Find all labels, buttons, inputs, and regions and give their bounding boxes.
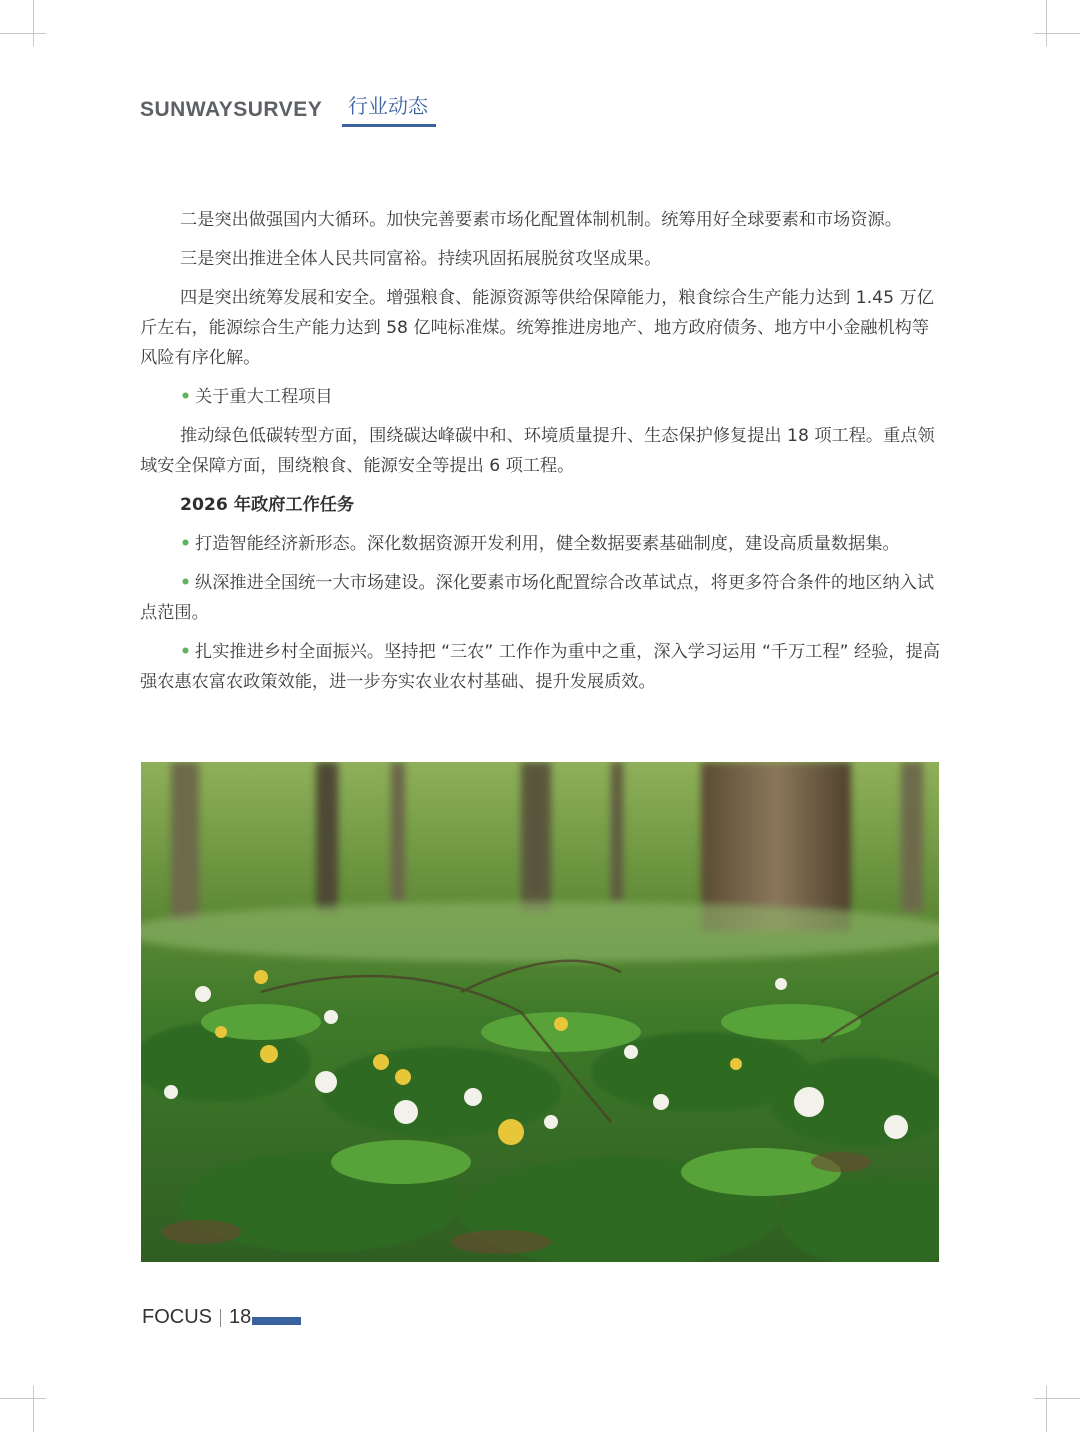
footer-accent-bar <box>252 1317 301 1325</box>
task-item <box>140 568 940 628</box>
section-title: 行业动态 <box>348 94 428 118</box>
crop-mark <box>33 1386 34 1432</box>
task-item <box>140 637 940 697</box>
bullet-dot-icon: • <box>180 573 191 593</box>
bullet-dot-icon: • <box>180 534 191 554</box>
crop-mark <box>0 1398 46 1399</box>
paragraph: 三是突出推进全体人民共同富裕。持续巩固拓展脱贫攻坚成果。 <box>180 249 662 269</box>
paragraph: 推动绿色低碳转型方面，围绕碳达峰碳中和、环境质量提升、生态保护修复提出 18 项工程。重点领域安全保障方面，围绕粮食、能源安全等提出 6 项工程。 <box>140 426 935 476</box>
crop-mark <box>1034 33 1080 34</box>
bullet-text: 关于重大工程项目 <box>195 387 333 407</box>
page-number: 18 <box>229 1306 252 1328</box>
task-text: 扎实推进乡村全面振兴。坚持把 “三农” 工作作为重中之重，深入学习运用 “千万工程” 经验，提高强农惠农富农政策效能，进一步夯实农业农村基础、提升发展质效。 <box>140 642 940 692</box>
paragraph: 二是突出做强国内大循环。加快完善要素市场化配置体制机制。统筹用好全球要素和市场资源。 <box>180 210 902 230</box>
section-subheading: 2026 年政府工作任务 <box>180 495 355 515</box>
bullet-dot-icon: • <box>180 642 191 662</box>
page-footer <box>142 1306 251 1329</box>
brand-logo: SUNWAYSURVEY <box>140 98 323 121</box>
crop-mark <box>1046 1386 1047 1432</box>
footer-label: FOCUS <box>142 1306 212 1328</box>
task-text: 纵深推进全国统一大市场建设。深化要素市场化配置综合改革试点，将更多符合条件的地区纳入试点范围。 <box>140 573 935 623</box>
forest-photo <box>141 762 939 1262</box>
task-item <box>140 529 940 559</box>
section-title-underline <box>342 124 436 127</box>
bullet-item <box>140 382 940 412</box>
article-body <box>140 205 940 706</box>
paragraph: 四是突出统筹发展和安全。增强粮食、能源资源等供给保障能力，粮食综合生产能力达到 1.45 万亿斤左右，能源综合生产能力达到 58 亿吨标准煤。统筹推进房地产、地方政府债务、地方中小金融机构等风险有序化解。 <box>140 288 934 368</box>
crop-mark <box>1046 0 1047 46</box>
task-text: 打造智能经济新形态。深化数据资源开发利用，健全数据要素基础制度，建设高质量数据集。 <box>195 534 900 554</box>
bullet-dot-icon: • <box>180 387 191 407</box>
crop-mark <box>33 0 34 46</box>
crop-mark <box>0 33 46 34</box>
crop-mark <box>1034 1398 1080 1399</box>
footer-divider <box>220 1309 221 1327</box>
